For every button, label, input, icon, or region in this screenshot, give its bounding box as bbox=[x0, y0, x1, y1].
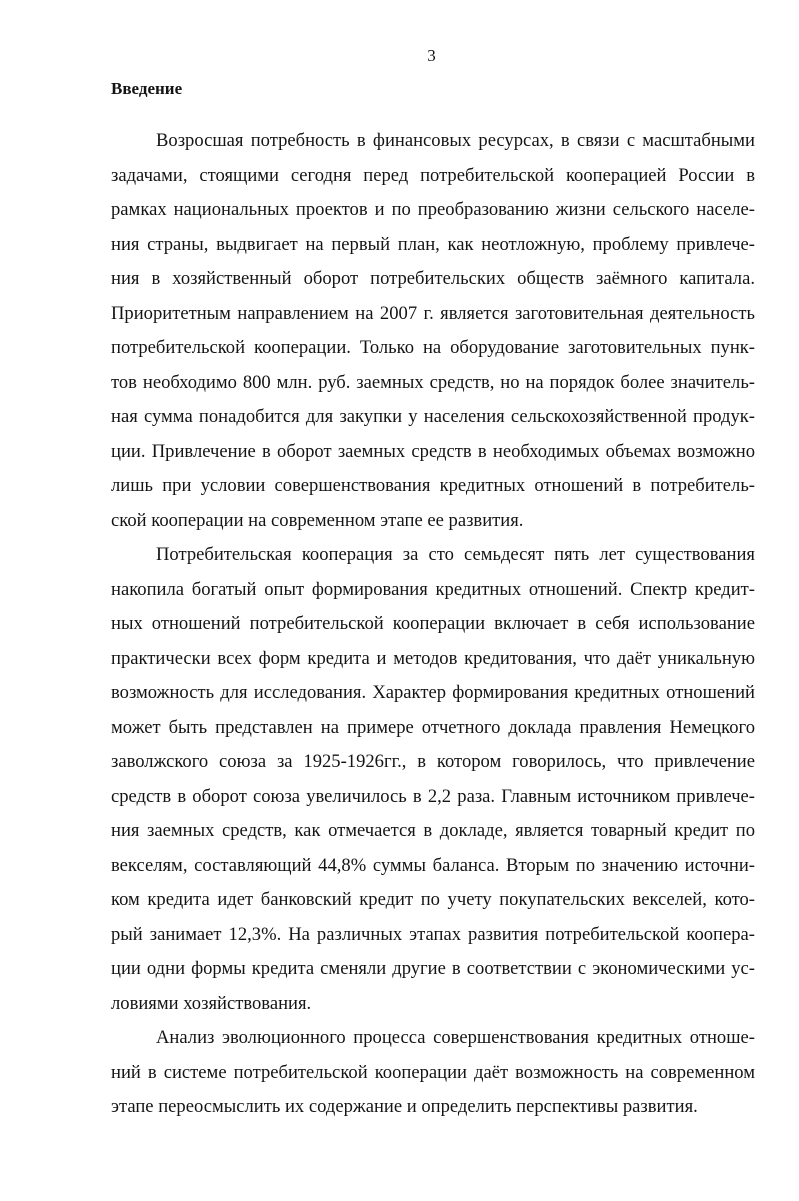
text-line: ний в системе потребительской кооперации даёт возможность на современном bbox=[111, 1061, 755, 1083]
text-line: ния страны, выдвигает на первый план, как неотложную, проблему привлече- bbox=[111, 233, 755, 255]
text-line: Возросшая потребность в финансовых ресурсах, в связи с масштабными bbox=[156, 130, 755, 151]
text-line: заволжского союза за 1925-1926гг., в котором говорилось, что привлечение bbox=[111, 751, 755, 772]
text-line: ных отношений потребительской кооперации включает в себя использование bbox=[111, 613, 755, 634]
paragraph-3 bbox=[111, 1021, 755, 1125]
text-line: может быть представлен на примере отчетного доклада правления Немецкого bbox=[111, 716, 755, 738]
text-line: векселям, составляющий 44,8% суммы баланса. Вторым по значению источни- bbox=[111, 854, 755, 876]
text-line: этапе переосмыслить их содержание и определить перспективы развития. bbox=[111, 1096, 698, 1117]
text-line: ции одни формы кредита сменяли другие в соответствии с экономическими ус- bbox=[111, 958, 755, 979]
text-line: рамках национальных проектов и по преобразованию жизни сельского населе- bbox=[111, 199, 755, 220]
text-line: тов необходимо 800 млн. руб. заемных средств, но на порядок более значитель- bbox=[111, 371, 755, 393]
text-line: практически всех форм кредита и методов кредитования, что даёт уникальную bbox=[111, 647, 755, 669]
text-line: возможность для исследования. Характер формирования кредитных отношений bbox=[111, 682, 755, 703]
text-line: средств в оборот союза увеличилось в 2,2 раза. Главным источником привлече- bbox=[111, 785, 755, 807]
paragraph-2 bbox=[111, 538, 755, 1021]
body-text bbox=[111, 124, 755, 1125]
text-line: Анализ эволюционного процесса совершенствования кредитных отноше- bbox=[156, 1027, 755, 1048]
section-heading: Введение bbox=[111, 79, 183, 98]
text-line: ской кооперации на современном этапе ее развития. bbox=[111, 509, 524, 531]
page-number: 3 bbox=[427, 46, 436, 65]
text-line: задачами, стоящими сегодня перед потребительской кооперацией России в bbox=[111, 164, 755, 186]
text-line: накопила богатый опыт формирования кредитных отношений. Спектр кредит- bbox=[111, 578, 755, 600]
text-line: ния в хозяйственный оборот потребительских обществ заёмного капитала. bbox=[111, 268, 755, 289]
text-line: ком кредита идет банковский кредит по учету покупательских векселей, кото- bbox=[111, 889, 755, 910]
text-line: ния заемных средств, как отмечается в докладе, является товарный кредит по bbox=[111, 820, 755, 841]
text-line: Потребительская кооперация за сто семьдесят пять лет существования bbox=[156, 544, 755, 565]
text-line: рый занимает 12,3%. На различных этапах развития потребительской коопера- bbox=[111, 923, 755, 945]
text-line: Приоритетным направлением на 2007 г. является заготовительная деятельность bbox=[111, 302, 755, 324]
text-line: потребительской кооперации. Только на оборудование заготовительных пунк- bbox=[111, 337, 755, 358]
paragraph-1 bbox=[111, 124, 755, 538]
text-line: ная сумма понадобится для закупки у населения сельскохозяйственной продук- bbox=[111, 406, 755, 427]
text-line: ции. Привлечение в оборот заемных средств в необходимых объемах возможно bbox=[111, 440, 755, 462]
text-line: лишь при условии совершенствования кредитных отношений в потребитель- bbox=[111, 475, 755, 496]
text-line: ловиями хозяйствования. bbox=[111, 992, 312, 1014]
